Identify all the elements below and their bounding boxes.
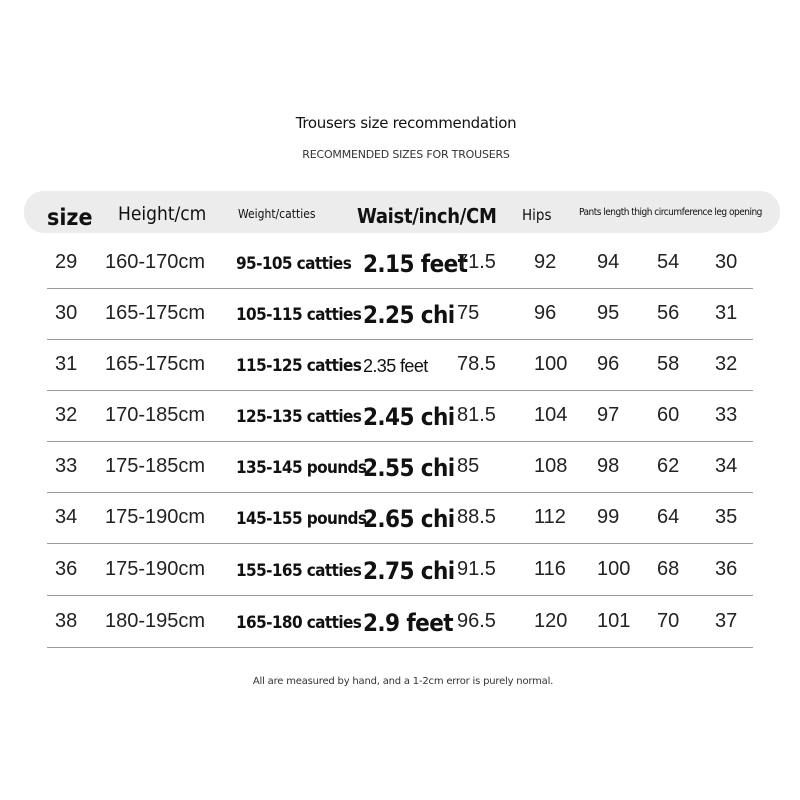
thigh-cell: 70 [657,610,680,632]
table-row [47,237,753,289]
leg-opening-cell: 31 [715,302,738,324]
pants-length-cell: 97 [597,404,620,426]
height-cell: 180-195cm [105,610,206,632]
waist-cm-cell: 71.5 [457,251,496,273]
waist-cell: 2.65 chi [363,505,455,533]
leg-opening-cell: 35 [715,506,738,528]
waist-cm-cell: 96.5 [457,610,496,632]
header-pants-measurements: Pants length thigh circumference leg opening [579,207,762,218]
size-cell: 38 [55,610,78,632]
size-cell: 34 [55,506,78,528]
table-row [47,544,753,596]
header-height: Height/cm [118,203,207,225]
header-size: size [47,205,93,231]
thigh-cell: 62 [657,455,680,477]
weight-cell: 165-180 catties [236,613,362,633]
weight-cell: 155-165 catties [236,561,362,581]
waist-cm-cell: 81.5 [457,404,496,426]
footnote: All are measured by hand, and a 1-2cm error is purely normal. [252,676,554,687]
pants-length-cell: 99 [597,506,620,528]
leg-opening-cell: 37 [715,610,738,632]
hips-cell: 100 [534,353,568,375]
thigh-cell: 56 [657,302,680,324]
waist-cell: 2.25 chi [363,301,455,329]
waist-cell: 2.35 feet [363,356,428,376]
hips-cell: 116 [534,558,566,580]
weight-cell: 125-135 catties [236,407,362,427]
waist-cm-cell: 78.5 [457,353,496,375]
header-weight: Weight/catties [238,207,316,221]
waist-cm-cell: 91.5 [457,558,496,580]
leg-opening-cell: 34 [715,455,738,477]
page-subtitle: RECOMMENDED SIZES FOR TROUSERS [302,148,510,161]
pants-length-cell: 100 [597,558,631,580]
weight-cell: 135-145 pounds [236,458,367,478]
height-cell: 170-185cm [105,404,206,426]
hips-cell: 104 [534,404,568,426]
pants-length-cell: 98 [597,455,620,477]
hips-cell: 92 [534,251,557,273]
size-cell: 32 [55,404,78,426]
size-cell: 31 [55,353,78,375]
height-cell: 160-170cm [105,251,206,273]
table-row [47,288,753,340]
height-cell: 175-185cm [105,455,206,477]
table-row [47,596,753,648]
weight-cell: 105-115 catties [236,305,362,325]
height-cell: 175-190cm [105,558,206,580]
size-cell: 33 [55,455,78,477]
waist-cell: 2.15 feet [363,250,468,278]
table-row [47,441,753,493]
height-cell: 165-175cm [105,302,206,324]
weight-cell: 115-125 catties [236,356,362,376]
height-cell: 165-175cm [105,353,206,375]
waist-cell: 2.45 chi [363,403,455,431]
waist-cm-cell: 85 [457,455,480,477]
thigh-cell: 60 [657,404,680,426]
hips-cell: 108 [534,455,568,477]
hips-cell: 96 [534,302,557,324]
waist-cell: 2.9 feet [363,609,453,637]
hips-cell: 112 [534,506,566,528]
header-hips: Hips [522,206,552,224]
waist-cm-cell: 88.5 [457,506,496,528]
table-row [47,390,753,442]
leg-opening-cell: 33 [715,404,738,426]
thigh-cell: 54 [657,251,680,273]
size-cell: 30 [55,302,78,324]
weight-cell: 145-155 pounds [236,509,367,529]
size-cell: 36 [55,558,78,580]
thigh-cell: 58 [657,353,680,375]
waist-cell: 2.75 chi [363,557,455,585]
size-cell: 29 [55,251,78,273]
thigh-cell: 64 [657,506,680,528]
header-waist: Waist/inch/CM [357,204,497,228]
leg-opening-cell: 30 [715,251,738,273]
table-row [47,339,753,391]
pants-length-cell: 101 [597,610,631,632]
height-cell: 175-190cm [105,506,206,528]
table-row [47,492,753,544]
leg-opening-cell: 36 [715,558,738,580]
waist-cell: 2.55 chi [363,454,455,482]
weight-cell: 95-105 catties [236,254,352,274]
pants-length-cell: 94 [597,251,620,273]
page-title: Trousers size recommendation [295,114,517,132]
thigh-cell: 68 [657,558,680,580]
leg-opening-cell: 32 [715,353,738,375]
hips-cell: 120 [534,610,568,632]
pants-length-cell: 95 [597,302,620,324]
pants-length-cell: 96 [597,353,620,375]
waist-cm-cell: 75 [457,302,480,324]
